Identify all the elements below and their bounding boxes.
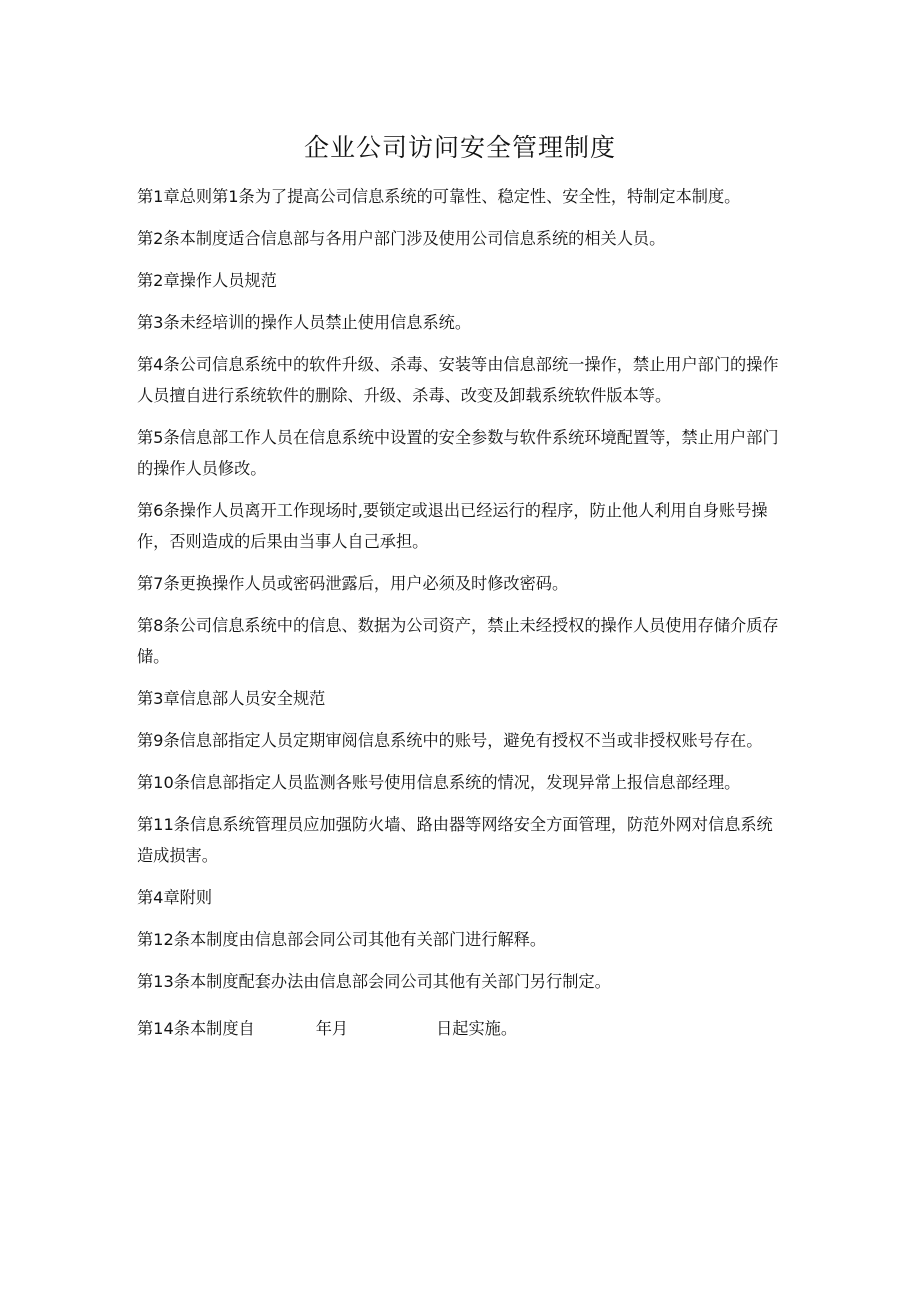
article-3: 第3条未经培训的操作人员禁止使用信息系统。 [137, 313, 472, 332]
article-6: 第6条操作人员离开工作现场时,要锁定或退出已经运行的程序，防止他人利用自身账号操作，否则造成的后果由当事人自己承担。 [137, 501, 768, 551]
article-14 [137, 1013, 787, 1044]
effective-prefix: 第14条本制度自 [137, 1019, 255, 1038]
article-5: 第5条信息部工作人员在信息系统中设置的安全参数与软件系统环境配置等，禁止用户部门的操作人员修改。 [137, 428, 779, 478]
document-body [137, 181, 787, 1055]
article-4: 第4条公司信息系统中的软件升级、杀毒、安装等由信息部统一操作，禁止用户部门的操作人员擅自进行系统软件的删除、升级、杀毒、改变及卸载系统软件版本等。 [137, 355, 779, 405]
article-12: 第12条本制度由信息部会同公司其他有关部门进行解释。 [137, 930, 547, 949]
effective-month: 年月 [315, 1019, 349, 1038]
article-11: 第11条信息系统管理员应加强防火墙、路由器等网络安全方面管理，防范外网对信息系统造成损害。 [137, 815, 773, 865]
article-9: 第9条信息部指定人员定期审阅信息系统中的账号，避免有授权不当或非授权账号存在。 [137, 731, 763, 750]
article-10: 第10条信息部指定人员监测各账号使用信息系统的情况，发现异常上报信息部经理。 [137, 773, 741, 792]
article-8: 第8条公司信息系统中的信息、数据为公司资产，禁止未经授权的操作人员使用存储介质存储。 [137, 616, 779, 666]
article-7: 第7条更换操作人员或密码泄露后，用户必须及时修改密码。 [137, 574, 569, 593]
chapter-2-heading: 第2章操作人员规范 [137, 271, 277, 290]
effective-suffix: 日起实施。 [436, 1019, 518, 1038]
chapter-4-heading: 第4章附则 [137, 888, 213, 907]
document-title: 企业公司访问安全管理制度 [303, 133, 616, 162]
article-1: 第1章总则第1条为了提高公司信息系统的可靠性、稳定性、安全性，特制定本制度。 [137, 187, 741, 206]
article-2: 第2条本制度适合信息部与各用户部门涉及使用公司信息系统的相关人员。 [137, 229, 666, 248]
chapter-3-heading: 第3章信息部人员安全规范 [137, 689, 326, 708]
article-13: 第13条本制度配套办法由信息部会同公司其他有关部门另行制定。 [137, 972, 611, 991]
